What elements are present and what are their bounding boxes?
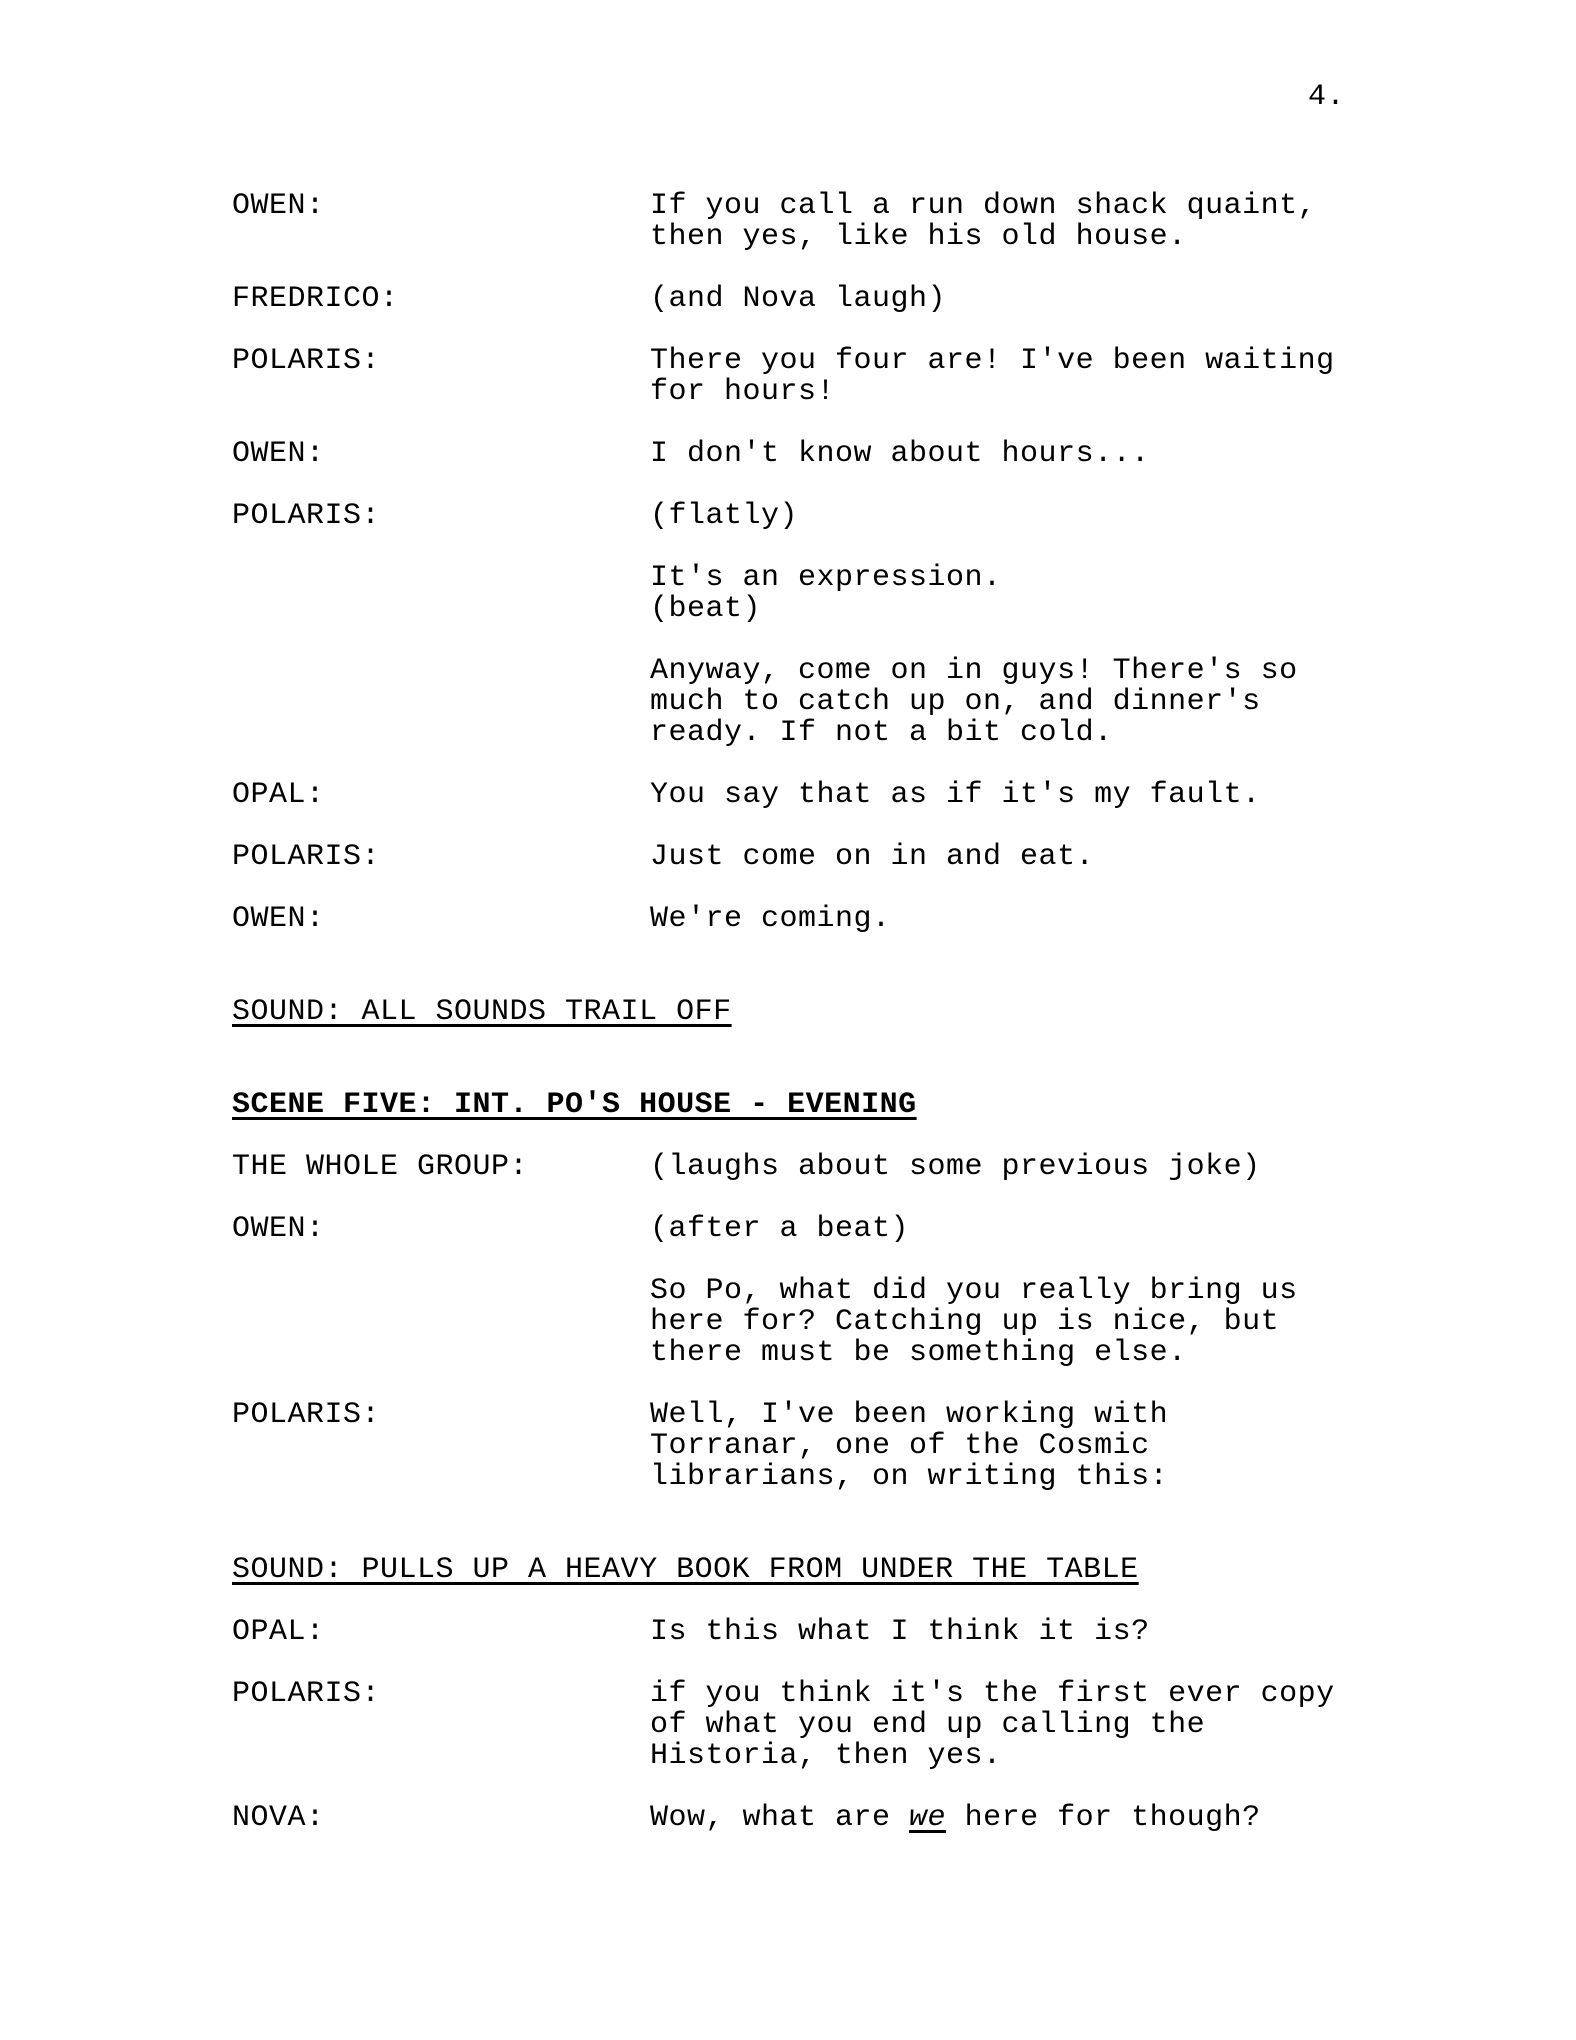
scene-heading: SCENE FIVE: INT. PO'S HOUSE - EVENING [232, 1088, 917, 1122]
dialogue-line: There you four are! I've been waiting [650, 344, 1335, 378]
dialogue-line: We're coming. [650, 902, 891, 936]
dialogue-block [232, 563, 1392, 625]
dialogue-text-segment: Wow, what are [650, 1801, 910, 1835]
dialogue-block [232, 780, 1392, 811]
dialogue-text [650, 1276, 1392, 1369]
script-content [232, 191, 1392, 1865]
sound-cue-block [232, 997, 1392, 1028]
dialogue-block [232, 501, 1392, 532]
dialogue-text [650, 780, 1392, 811]
dialogue-line: there must be something else. [650, 1336, 1187, 1370]
dialogue-text [650, 191, 1392, 253]
dialogue-text [650, 1803, 1392, 1834]
dialogue-block [232, 346, 1392, 408]
dialogue-block [232, 439, 1392, 470]
speaker-name [232, 563, 650, 625]
dialogue-line: You say that as if it's my fault. [650, 778, 1261, 812]
speaker-name: OPAL: [232, 778, 325, 812]
dialogue-line: much to catch up on, and dinner's [650, 685, 1261, 719]
dialogue-line: So Po, what did you really bring us [650, 1274, 1298, 1308]
sound-cue: SOUND: ALL SOUNDS TRAIL OFF [232, 995, 732, 1029]
dialogue-line: of what you end up calling the [650, 1708, 1206, 1742]
dialogue-block [232, 1803, 1392, 1834]
dialogue-line: Anyway, come on in guys! There's so [650, 654, 1298, 688]
speaker-name: POLARIS: [232, 499, 381, 533]
dialogue-line: librarians, on writing this: [650, 1460, 1169, 1494]
dialogue-block [232, 1400, 1392, 1493]
dialogue-line: Torranar, one of the Cosmic [650, 1429, 1150, 1463]
dialogue-line: Is this what I think it is? [650, 1615, 1150, 1649]
dialogue-line: for hours! [650, 375, 836, 409]
sound-cue: SOUND: PULLS UP A HEAVY BOOK FROM UNDER THE TABLE [232, 1553, 1139, 1587]
speaker-name: OWEN: [232, 1212, 325, 1246]
dialogue-text [650, 346, 1392, 408]
dialogue-text [650, 284, 1392, 315]
dialogue-line [650, 1803, 1392, 1834]
dialogue-line: Just come on in and eat. [650, 840, 1095, 874]
dialogue-block [232, 904, 1392, 935]
dialogue-block [232, 191, 1392, 253]
dialogue-text [650, 1679, 1392, 1772]
dialogue-text [650, 501, 1392, 532]
dialogue-block [232, 1276, 1392, 1369]
page-number: 4. [1308, 80, 1346, 114]
dialogue-line: I don't know about hours... [650, 437, 1150, 471]
dialogue-line: If you call a run down shack quaint, [650, 189, 1317, 223]
dialogue-block [232, 656, 1392, 749]
dialogue-line: ready. If not a bit cold. [650, 716, 1113, 750]
dialogue-line: (and Nova laugh) [650, 282, 947, 316]
sound-cue-block [232, 1555, 1392, 1586]
speaker-name [232, 656, 650, 749]
dialogue-text [650, 563, 1392, 625]
dialogue-block [232, 1617, 1392, 1648]
speaker-name [232, 1276, 650, 1369]
speaker-name: OWEN: [232, 437, 325, 471]
speaker-name: POLARIS: [232, 344, 381, 378]
dialogue-line: (flatly) [650, 499, 799, 533]
speaker-name: POLARIS: [232, 1398, 381, 1432]
dialogue-text [650, 439, 1392, 470]
speaker-name: FREDRICO: [232, 282, 399, 316]
speaker-name: POLARIS: [232, 1677, 381, 1711]
dialogue-line: Historia, then yes. [650, 1739, 1002, 1773]
dialogue-text [650, 1400, 1392, 1493]
dialogue-block [232, 1679, 1392, 1772]
dialogue-text [650, 656, 1392, 749]
speaker-name: OPAL: [232, 1615, 325, 1649]
dialogue-text [650, 1617, 1392, 1648]
dialogue-text [650, 1152, 1392, 1183]
dialogue-block [232, 284, 1392, 315]
dialogue-line: Well, I've been working with [650, 1398, 1169, 1432]
dialogue-line: (laughs about some previous joke) [650, 1150, 1261, 1184]
speaker-name: OWEN: [232, 189, 325, 223]
speaker-name: THE WHOLE GROUP: [232, 1150, 529, 1184]
dialogue-line: (after a beat) [650, 1212, 910, 1246]
dialogue-block [232, 1214, 1392, 1245]
dialogue-text [650, 904, 1392, 935]
dialogue-block [232, 842, 1392, 873]
emphasized-word: we [909, 1801, 947, 1835]
dialogue-line: if you think it's the first ever copy [650, 1677, 1335, 1711]
dialogue-line: It's an expression. [650, 561, 1002, 595]
dialogue-line: here for? Catching up is nice, but [650, 1305, 1280, 1339]
speaker-name: OWEN: [232, 902, 325, 936]
dialogue-block [232, 1152, 1392, 1183]
dialogue-line: then yes, like his old house. [650, 220, 1187, 254]
dialogue-text [650, 1214, 1392, 1245]
speaker-name: POLARIS: [232, 840, 381, 874]
dialogue-line: (beat) [650, 592, 762, 626]
scene-heading-block [232, 1090, 1392, 1121]
dialogue-text [650, 842, 1392, 873]
speaker-name: NOVA: [232, 1801, 325, 1835]
dialogue-text-segment: here for though? [946, 1801, 1261, 1835]
